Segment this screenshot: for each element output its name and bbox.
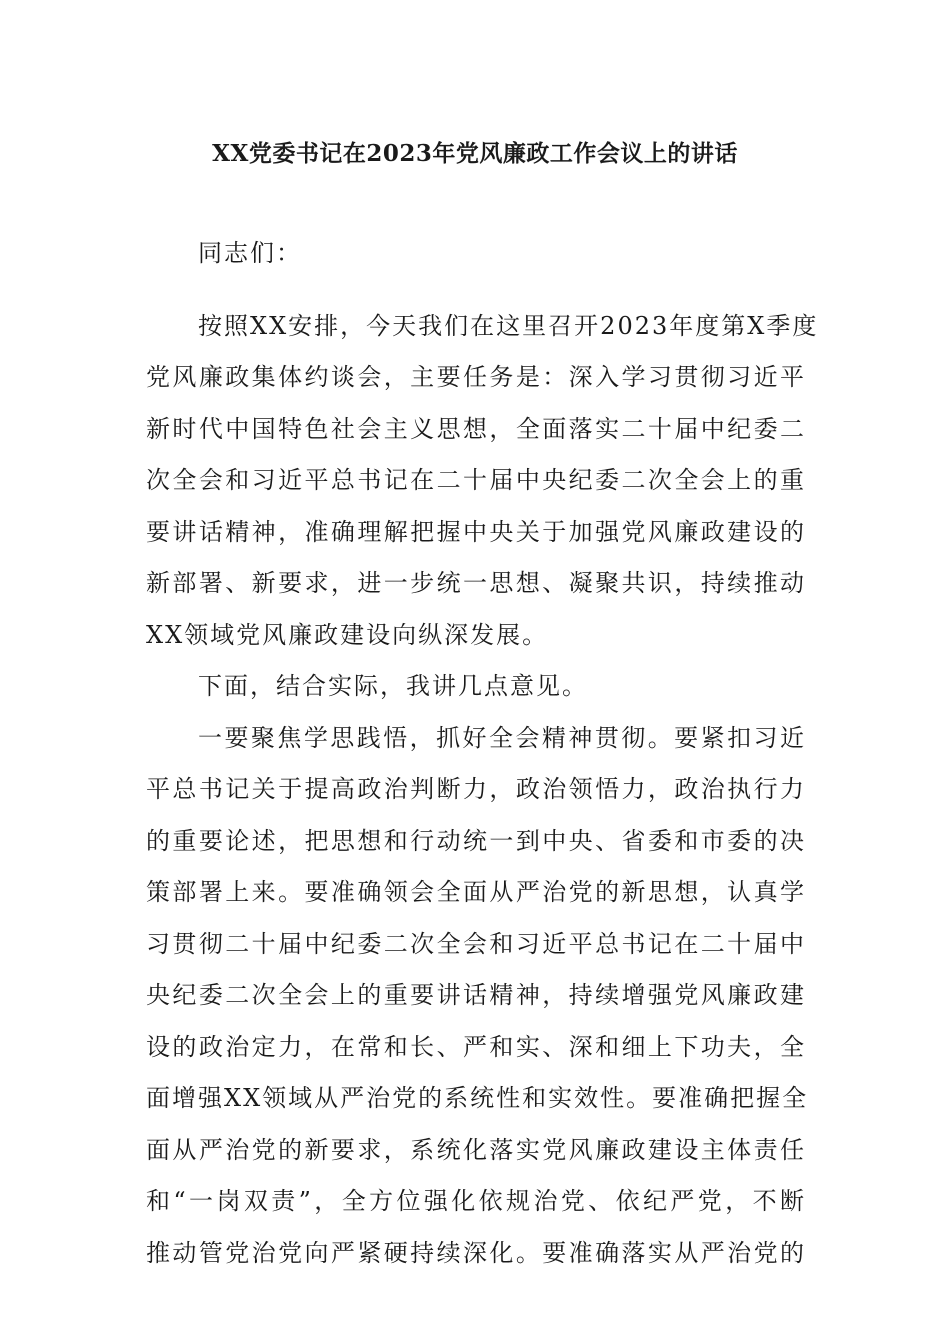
paragraph-line: 次全会和习近平总书记在二十届中央纪委二次全会上的重 (146, 466, 806, 494)
paragraph-line: 按照XX安排，今天我们在这里召开2023年度第X季度 (198, 311, 819, 340)
paragraph-line: 下面，结合实际，我讲几点意见。 (198, 672, 588, 700)
salutation: 同志们： (198, 239, 302, 267)
paragraph-1 (146, 301, 819, 662)
paragraph-line: 央纪委二次全会上的重要讲话精神，持续增强党风廉政建 (146, 981, 806, 1009)
paragraph-line: 一要聚焦学思践悟，抓好全会精神贯彻。要紧扣习近 (198, 723, 806, 752)
paragraph-line: 党风廉政集体约谈会，主要任务是：深入学习贯彻习近平 (146, 363, 806, 391)
paragraph-line: 新时代中国特色社会主义思想，全面落实二十届中纪委二 (146, 414, 806, 443)
document-body (146, 228, 819, 1279)
page-title: XX党委书记在2023年党风廉政工作会议上的讲话 (212, 140, 738, 167)
paragraph-line: 平总书记关于提高政治判断力，政治领悟力，政治执行力 (146, 775, 806, 803)
paragraph-line: XX领域党风廉政建设向纵深发展。 (146, 620, 549, 649)
paragraph-line: 策部署上来。要准确领会全面从严治党的新思想，认真学 (146, 878, 806, 906)
paragraph-3 (146, 713, 809, 1280)
paragraph-line: 的重要论述，把思想和行动统一到中央、省委和市委的决 (146, 826, 806, 855)
paragraph-line: 设的政治定力，在常和长、严和实、深和细上下功夫，全 (146, 1032, 806, 1061)
paragraph-line: 推动管党治党向严紧硬持续深化。要准确落实从严治党的 (146, 1238, 806, 1267)
paragraph-line: 要讲话精神，准确理解把握中央关于加强党风廉政建设的 (146, 517, 806, 546)
paragraph-line: 面从严治党的新要求，系统化落实党风廉政建设主体责任 (146, 1135, 806, 1164)
paragraph-line: 习贯彻二十届中纪委二次全会和习近平总书记在二十届中 (146, 929, 806, 958)
paragraph-line: 和“一岗双责”，全方位强化依规治党、依纪严党，不断 (146, 1187, 806, 1215)
paragraph-line: 面增强XX领域从严治党的系统性和实效性。要准确把握全 (146, 1084, 809, 1112)
paragraph-2 (146, 661, 806, 713)
paragraph-line: 新部署、新要求，进一步统一思想、凝聚共识，持续推动 (146, 569, 806, 597)
